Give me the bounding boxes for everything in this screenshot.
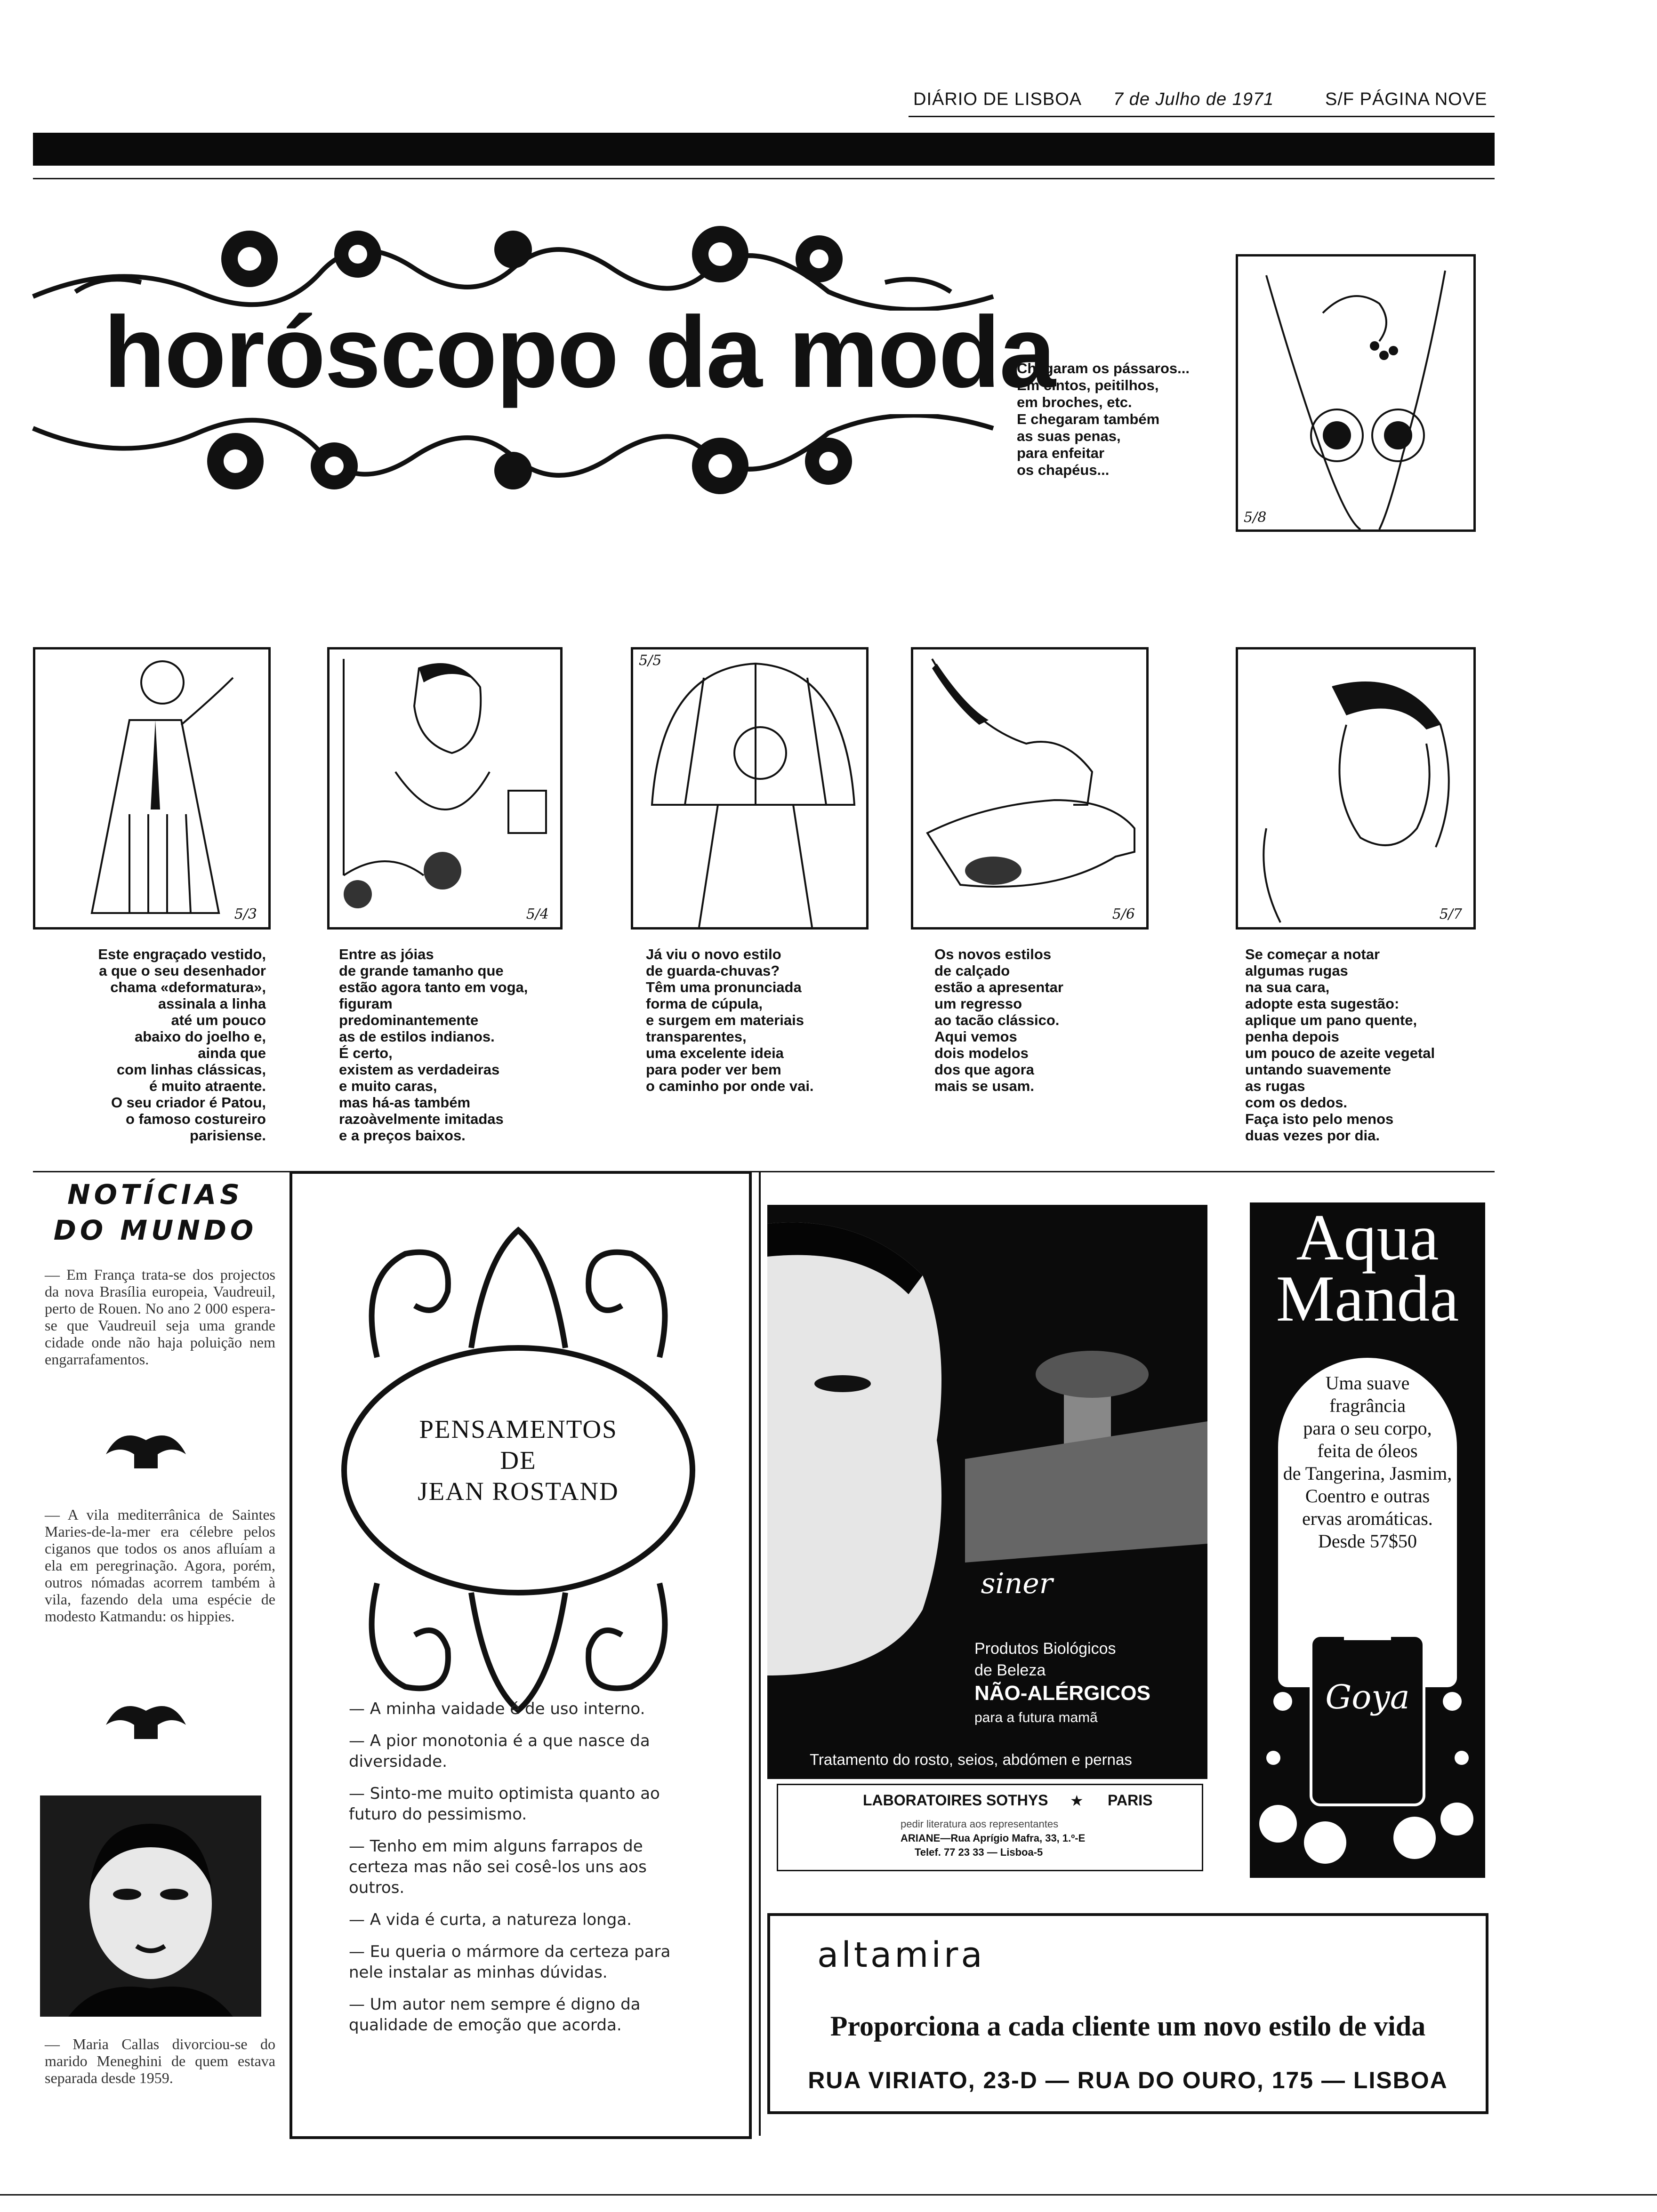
illustration-dress	[33, 647, 271, 930]
sothys-lab: LABORATOIRES SOTHYS	[863, 1792, 1048, 1809]
illustration-face	[1236, 647, 1476, 930]
caption-face: Se começar a notar algumas rugas na sua cara, adopte esta sugestão: aplique um pano quente, penha depois um pouco de azeite vegetal untando suavemente as rugas com os dedos. Faça isto pelo menos duas vezes por dia.	[1245, 946, 1435, 1144]
sothys-brand-script: siner	[981, 1567, 1053, 1600]
figure-number: 5/4	[526, 906, 549, 922]
photo-caption: — Maria Callas divorciou-se do marido Meneghini de quem estava separada desde 1959.	[45, 2036, 275, 2086]
ornament-top	[28, 202, 998, 311]
caption-shoes: Os novos estilos de calçado estão a apresentar um regresso ao tacão clássico. Aqui vemos dois modelos dos que agora mais se usam.	[934, 946, 1063, 1094]
aqua-bottle-label: Goya	[1325, 1678, 1410, 1716]
masthead-page: S/F PÁGINA NOVE	[1325, 89, 1488, 109]
star-icon: ★	[1070, 1792, 1084, 1809]
figure-number: 5/5	[639, 652, 662, 669]
photo-maria-callas	[40, 1795, 261, 2017]
figure-number: 5/8	[1244, 509, 1267, 526]
figure-number: 5/7	[1439, 906, 1462, 922]
ad-aqua-manda	[1250, 1202, 1485, 1878]
aqua-title2: Manda	[1276, 1262, 1459, 1335]
quote: — Sinto-me muito optimista quanto ao futuro do pessimismo.	[349, 1784, 660, 1824]
ornament-bottom	[28, 414, 998, 522]
masthead-paper: DIÁRIO DE LISBOA	[913, 89, 1082, 109]
feature-title: horóscopo da moda	[104, 295, 1055, 409]
sothys-line3: NÃO-ALÉRGICOS	[974, 1682, 1150, 1705]
aqua-body: Uma suave fragrância para o seu corpo, feita de óleos de Tangerina, Jasmim, Coentro e outras ervas aromáticas. Desde 57$50	[1283, 1372, 1452, 1552]
noticias-item: — A vila mediterrânica de Saintes Maries-de-la-mer era célebre pelos ciganos que todos os anos afluíam a ela em peregrinação. Agora, porém, outros nómadas acorrem também à vila, fazendo dela uma espécie de modesto Katmandu: os hippies.	[45, 1506, 275, 1625]
sothys-contact3: Telef. 77 23 33 — Lisboa-5	[915, 1846, 1043, 1858]
sothys-contact2: ARIANE—Rua Aprígio Mafra, 33, 1.º-E	[901, 1832, 1086, 1844]
illustration-umbrella	[631, 647, 869, 930]
altamira-name: altamira	[817, 1935, 985, 1975]
sothys-banner: Tratamento do rosto, seios, abdómen e pernas	[810, 1751, 1132, 1768]
section-rule	[33, 1171, 1495, 1172]
feature-intro: Chegaram os pássaros... Em cintos, peitilhos, em broches, etc. E chegaram também as suas penas, para enfeitar os chapéus...	[1017, 360, 1190, 478]
ornament-divider-icon	[101, 1421, 191, 1473]
header-black-bar	[33, 133, 1495, 166]
illustration-birds	[1236, 254, 1476, 532]
quote: — Tenho em mim alguns farrapos de certeza mas não sei cosê-los uns aos outros.	[349, 1837, 647, 1897]
sothys-line1: Produtos Biológicos	[974, 1640, 1116, 1658]
noticias-title: NOTÍCIAS DO MUNDO	[53, 1178, 257, 1246]
quote: — A pior monotonia é a que nasce da diversidade.	[349, 1731, 650, 1771]
quote: — Eu queria o mármore da certeza para nele instalar as minhas dúvidas.	[349, 1942, 671, 1982]
sothys-line2: de Beleza	[974, 1661, 1046, 1679]
quote: — A vida é curta, a natureza longa.	[349, 1910, 632, 1929]
figure-number: 5/6	[1112, 906, 1135, 922]
sothys-line4: para a futura mamã	[974, 1710, 1098, 1725]
caption-dress: Este engraçado vestido, a que o seu desenhador chama «deformatura», assinala a linha até um pouco abaixo do joelho e, ainda que com linhas clássicas, é muito atraente. O seu criador é Patou, o famoso costureiro parisiense.	[98, 946, 266, 1144]
masthead-date: 7 de Julho de 1971	[1113, 89, 1274, 109]
ad-altamira	[767, 1913, 1488, 2114]
pensamentos-box	[290, 1171, 752, 2139]
masthead-underline	[909, 116, 1495, 117]
aqua-title1: Aqua	[1296, 1201, 1439, 1274]
ornament-divider-icon	[101, 1692, 191, 1744]
caption-umbrella: Já viu o novo estilo de guarda-chuvas? Têm uma pronunciada forma de cúpula, e surgem em materiais transparentes, uma excelente ideia para poder ver bem o caminho por onde vai.	[646, 946, 814, 1094]
illustration-jewelry	[327, 647, 563, 930]
sothys-contact1: pedir literatura aos representantes	[901, 1818, 1059, 1830]
figure-number: 5/3	[234, 906, 257, 922]
column-rule	[759, 1171, 761, 2136]
pensamentos-title: PENSAMENTOS DE JEAN ROSTAND	[418, 1415, 619, 1506]
sothys-city: PARIS	[1108, 1792, 1153, 1809]
quote: — Um autor nem sempre é digno da qualidade de emoção que acorda.	[349, 1995, 641, 2035]
altamira-address: RUA VIRIATO, 23-D — RUA DO OURO, 175 — LISBOA	[808, 2067, 1448, 2093]
pensamentos-quotes	[349, 1699, 707, 2047]
quote: — A minha vaidade é de uso interno.	[349, 1699, 645, 1718]
ad-sothys	[767, 1205, 1207, 1779]
sothys-footer	[777, 1784, 1203, 1871]
noticias-item: — Em França trata-se dos projectos da nova Brasília europeia, Vaudreuil, perto de Rouen. No ano 2 000 espera-se que Vaudreuil seja uma grande cidade onde não haja poluição nem engarrafamentos.	[45, 1266, 275, 1368]
page-bottom-rule	[0, 2194, 1657, 2196]
altamira-slogan: Proporciona a cada cliente um novo estilo de vida	[830, 2011, 1426, 2042]
illustration-shoes	[911, 647, 1149, 930]
caption-jewelry: Entre as jóias de grande tamanho que estão agora tanto em voga, figuram predominantemente as de estilos indianos. É certo, existem as verdadeiras e muito caras, mas há-as também razoàvelmente imitadas e a preços baixos.	[339, 946, 528, 1144]
header-rule	[33, 178, 1495, 179]
